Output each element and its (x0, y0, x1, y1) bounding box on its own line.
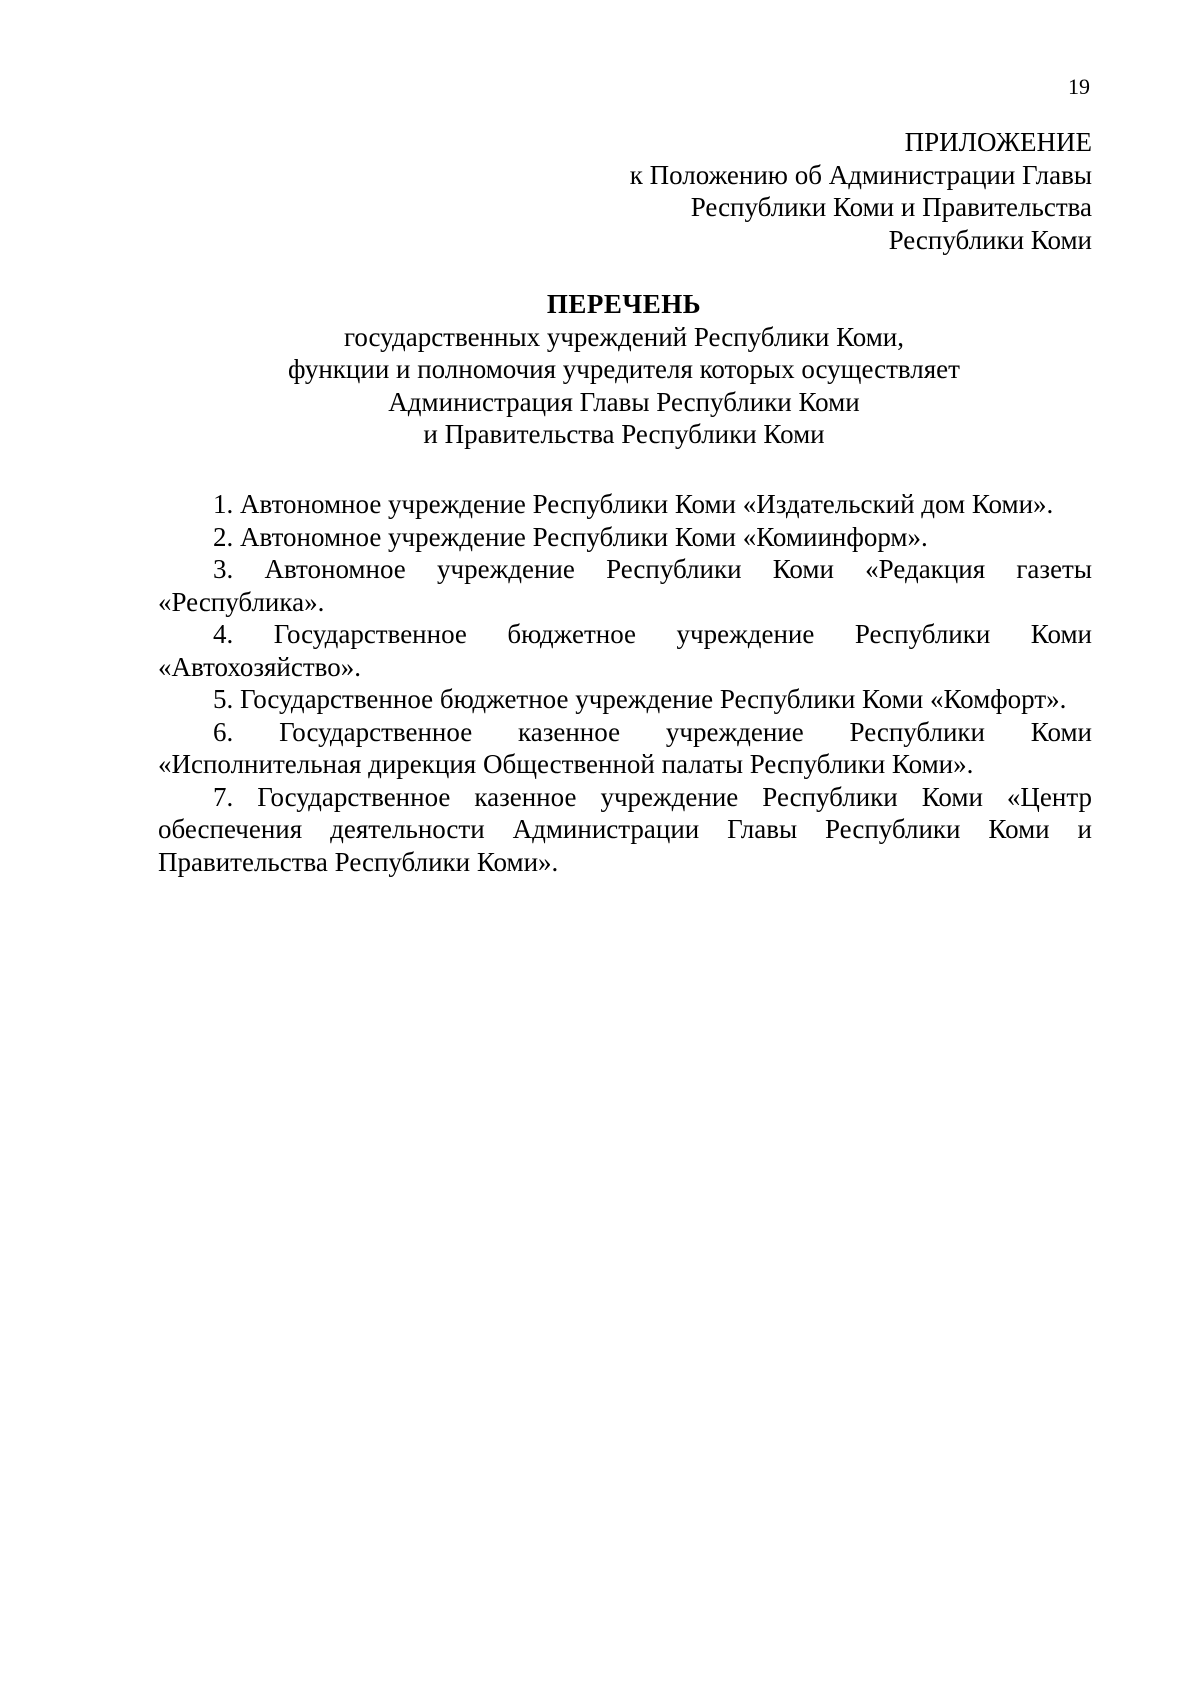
document-title-block (158, 288, 1090, 451)
appendix-line: Республики Коми (888, 224, 1092, 255)
list-item: 1. Автономное учреждение Республики Коми «Издательский дом Коми». (213, 489, 1054, 519)
list-item: 7. Государственное казенное учреждение Республики Коми «Центр обеспечения деятельности Администрации Главы Республики Коми и Правительства Республики Коми». (158, 781, 1092, 877)
appendix-line: к Положению об Администрации Главы (629, 159, 1092, 190)
list-item: 6. Государственное казенное учреждение Республики Коми «Исполнительная дирекция Общественной палаты Республики Коми». (158, 716, 1092, 779)
document-subtitle-line: Администрация Главы Республики Коми (388, 386, 860, 417)
page-number: 19 (1068, 74, 1090, 99)
appendix-line: Республики Коми и Правительства (690, 192, 1092, 222)
document-subtitle-line: государственных учреждений Республики Коми, (343, 321, 905, 352)
appendix-heading: ПРИЛОЖЕНИЕ (904, 127, 1092, 157)
list-item: 2. Автономное учреждение Республики Коми «Комиинформ». (213, 521, 928, 552)
appendix-header (630, 126, 1092, 256)
list-item: 3. Автономное учреждение Республики Коми «Редакция газеты «Республика». (158, 554, 1092, 617)
document-subtitle-line: функции и полномочия учредителя которых осуществляет (288, 354, 960, 384)
list-item: 5. Государственное бюджетное учреждение Республики Коми «Комфорт». (213, 684, 1067, 714)
institutions-list (158, 488, 1092, 878)
document-subtitle-line: и Правительства Республики Коми (423, 419, 825, 449)
list-item: 4. Государственное бюджетное учреждение Республики Коми «Автохозяйство». (158, 619, 1092, 682)
document-title: ПЕРЕЧЕНЬ (546, 289, 702, 319)
